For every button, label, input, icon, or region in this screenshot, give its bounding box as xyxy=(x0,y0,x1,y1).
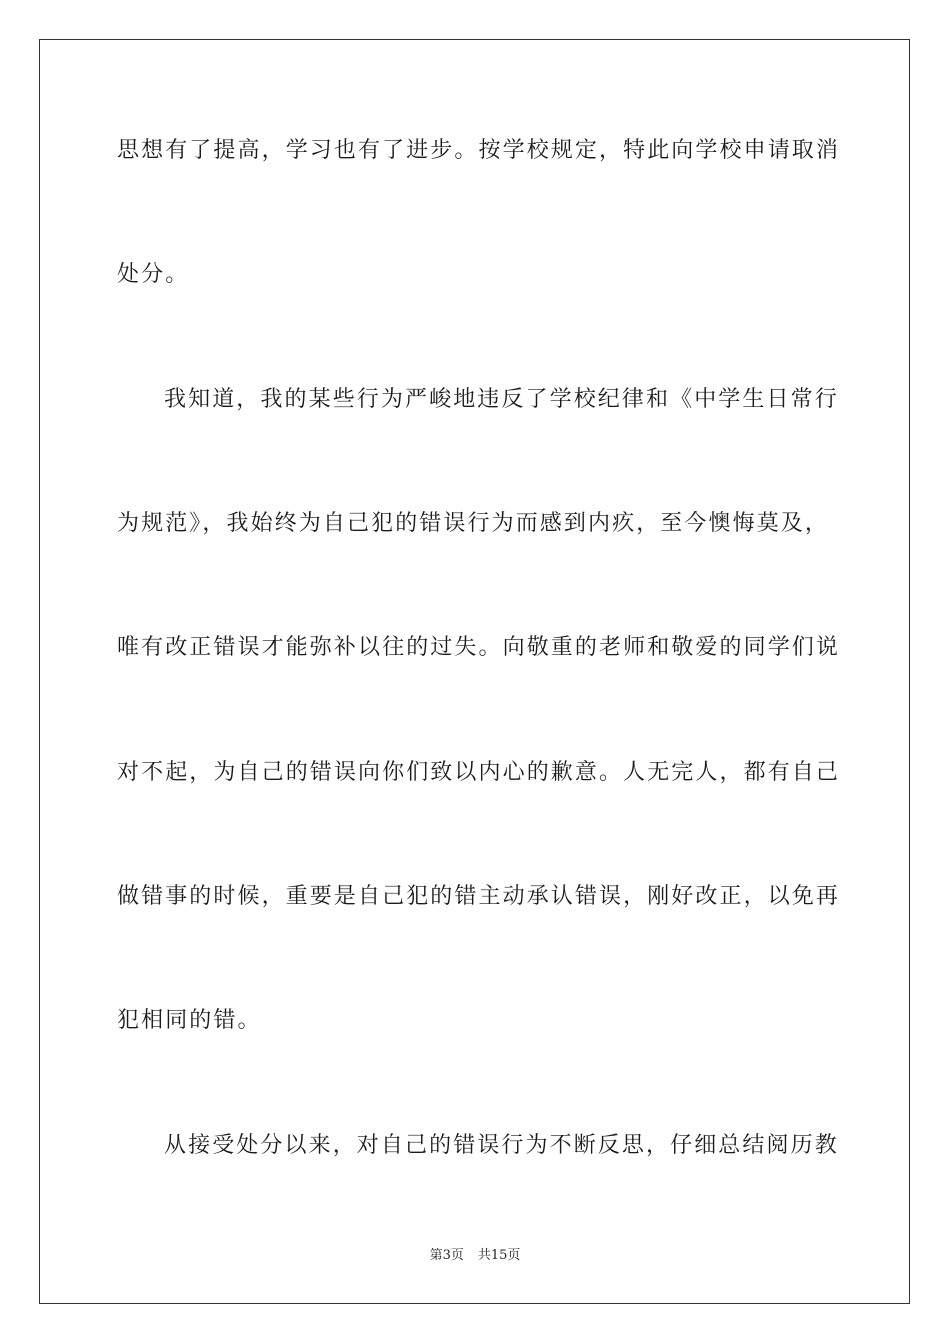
page-border xyxy=(39,39,910,1304)
paragraph-line: 对不起，为自己的错误向你们致以内心的歉意。人无完人，都有自己 xyxy=(117,760,841,785)
page-number: 第3页 xyxy=(429,1248,464,1263)
page-total: 共15页 xyxy=(477,1248,521,1263)
paragraph-line: 处分。 xyxy=(117,262,190,287)
paragraph-line: 唯有改正错误才能弥补以往的过失。向敬重的老师和敬爱的同学们说 xyxy=(117,635,841,660)
paragraph-line: 从接受处分以来，对自己的错误行为不断反思，仔细总结阅历教 xyxy=(164,1133,839,1158)
paragraph-line: 思想有了提高，学习也有了进步。按学校规定，特此向学校申请取消 xyxy=(117,138,841,163)
paragraph-line: 犯相同的错。 xyxy=(117,1008,262,1033)
paragraph-line: 为规范》，我始终为自己犯的错误行为而感到内疚，至今懊悔莫及， xyxy=(117,511,830,536)
page-footer xyxy=(0,1248,950,1264)
paragraph-line: 做错事的时候，重要是自己犯的错主动承认错误，刚好改正，以免再 xyxy=(117,884,841,909)
paragraph-line: 我知道，我的某些行为严峻地违反了学校纪律和《中学生日常行 xyxy=(164,387,839,412)
